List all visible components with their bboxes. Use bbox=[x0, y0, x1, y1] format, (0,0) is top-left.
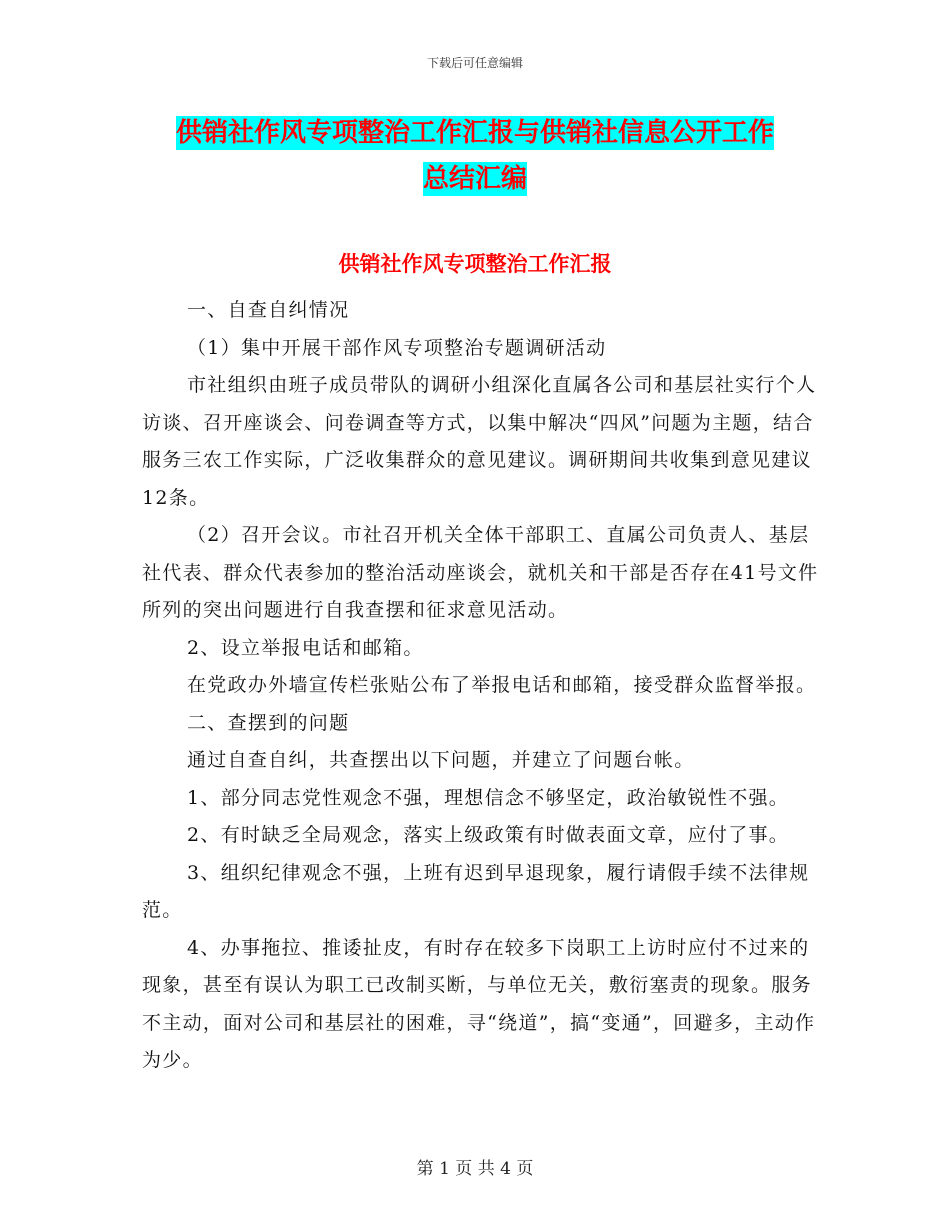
paragraph: 2、有时缺乏全局观念，落实上级政策有时做表面文章，应付了事。 bbox=[187, 824, 790, 846]
paragraph: （1）集中开展干部作风专项整治专题调研活动 bbox=[187, 336, 607, 359]
paragraph: 市社组织由班子成员带队的调研小组深化直属各公司和基层社实行个人访谈、召开座谈会、问卷调查等方式，以集中解决“四风”问题为主题，结合服务三农工作实际，广泛收集群众的意见建议。调研期间共收集到意见建议12条。 bbox=[142, 374, 817, 509]
header-note: 下载后可任意编辑 bbox=[426, 56, 523, 70]
document-title-line-1: 供销社作风专项整治工作汇报与供销社信息公开工作 bbox=[175, 118, 774, 148]
body-text bbox=[142, 292, 822, 1080]
page-footer: 第 1 页 共 4 页 bbox=[416, 1159, 534, 1179]
document-title bbox=[0, 110, 950, 202]
paragraph: 通过自查自纠，共查摆出以下问题，并建立了问题台帐。 bbox=[187, 749, 695, 771]
paragraph: 在党政办外墙宣传栏张贴公布了举报电话和邮箱，接受群众监督举报。 bbox=[187, 674, 817, 696]
paragraph: （2）召开会议。市社召开机关全体干部职工、直属公司负责人、基层社代表、群众代表参加的整治活动座谈会，就机关和干部是否存在41号文件所列的突出问题进行自我查摆和征求意见活动。 bbox=[142, 524, 819, 621]
paragraph: 4、办事拖拉、推诿扯皮，有时存在较多下岗职工上访时应付不过来的现象，甚至有误认为职工已改制买断，与单位无关，敷衍塞责的现象。服务不主动，面对公司和基层社的困难，寻“绕道”，搞“变通”，回避多，主动作为少。 bbox=[142, 936, 816, 1071]
paragraph: 一、自查自纠情况 bbox=[187, 299, 350, 321]
section-title: 供销社作风专项整治工作汇报 bbox=[338, 252, 612, 276]
paragraph: 二、查摆到的问题 bbox=[187, 711, 350, 734]
paragraph: 2、设立举报电话和邮箱。 bbox=[187, 636, 424, 659]
paragraph: 1、部分同志党性观念不强，理想信念不够坚定，政治敏锐性不强。 bbox=[187, 786, 790, 809]
paragraph: 3、组织纪律观念不强，上班有迟到早退现象，履行请假手续不法律规范。 bbox=[142, 861, 810, 921]
document-title-line-2: 总结汇编 bbox=[422, 164, 527, 194]
